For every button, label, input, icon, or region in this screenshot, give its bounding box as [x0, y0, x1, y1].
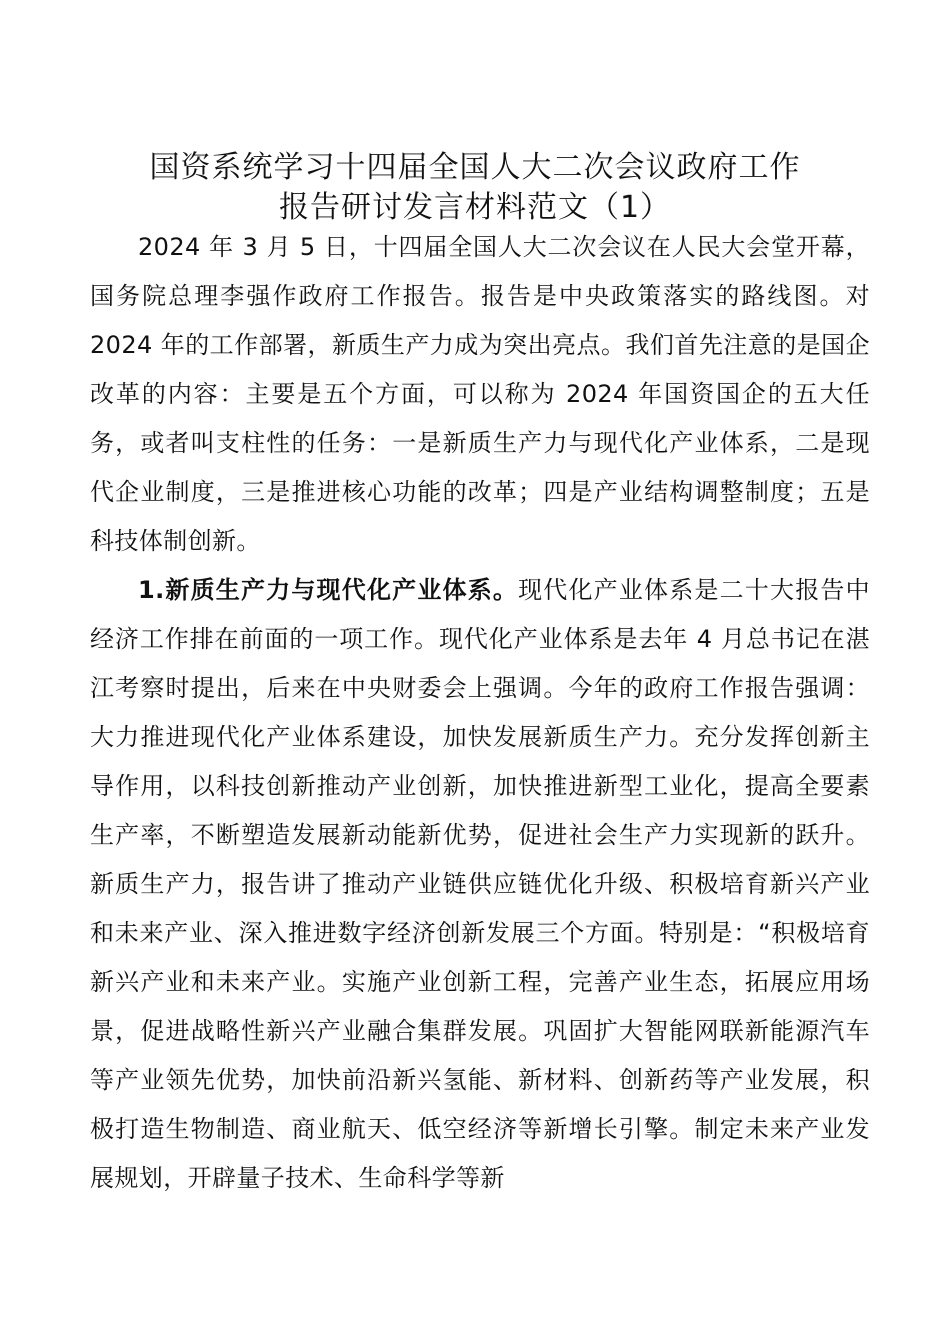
paragraph-intro-text: 2024 年 3 月 5 日，十四届全国人大二次会议在人民大会堂开幕，国务院总理李强作政府工作报告。报告是中央政策落实的路线图。对 2024 年的工作部署，新质生产力成为突出亮点。我们首先注意的是国企改革的内容：主要是五个方面，可以称为 2024 年国资国企的五大任务，或者叫支柱性的任务：一是新质生产力与现代化产业体系，二是现代企业制度，三是推进核心功能的改革；四是产业结构调整制度；五是科技体制创新。 [90, 233, 870, 555]
document-title-line-1: 国资系统学习十四届全国人大二次会议政府工作 [149, 150, 801, 186]
document-title-line-2: 报告研讨发言材料范文（1） [278, 190, 672, 226]
paragraph-section-1 [90, 566, 870, 1203]
section-1-heading: 1.新质生产力与现代化产业体系。 [138, 576, 519, 604]
paragraph-intro [90, 223, 870, 566]
paragraph-section-1-text: 现代化产业体系是二十大报告中经济工作排在前面的一项工作。现代化产业体系是去年 4 月总书记在湛江考察时提出，后来在中央财委会上强调。今年的政府工作报告强调：大力推进现代化产业体系建设，加快发展新质生产力。充分发挥创新主导作用，以科技创新推动产业创新，加快推进新型工业化，提高全要素生产率，不断塑造发展新动能新优势，促进社会生产力实现新的跃升。新质生产力，报告讲了推动产业链供应链优化升级、积极培育新兴产业和未来产业、深入推进数字经济创新发展三个方面。特别是：“积极培育新兴产业和未来产业。实施产业创新工程，完善产业生态，拓展应用场景，促进战略性新兴产业融合集群发展。巩固扩大智能网联新能源汽车等产业领先优势，加快前沿新兴氢能、新材料、创新药等产业发展，积极打造生物制造、商业航天、低空经济等新增长引擎。制定未来产业发展规划，开辟量子技术、生命科学等新 [90, 576, 870, 1192]
document-body [90, 223, 870, 1203]
